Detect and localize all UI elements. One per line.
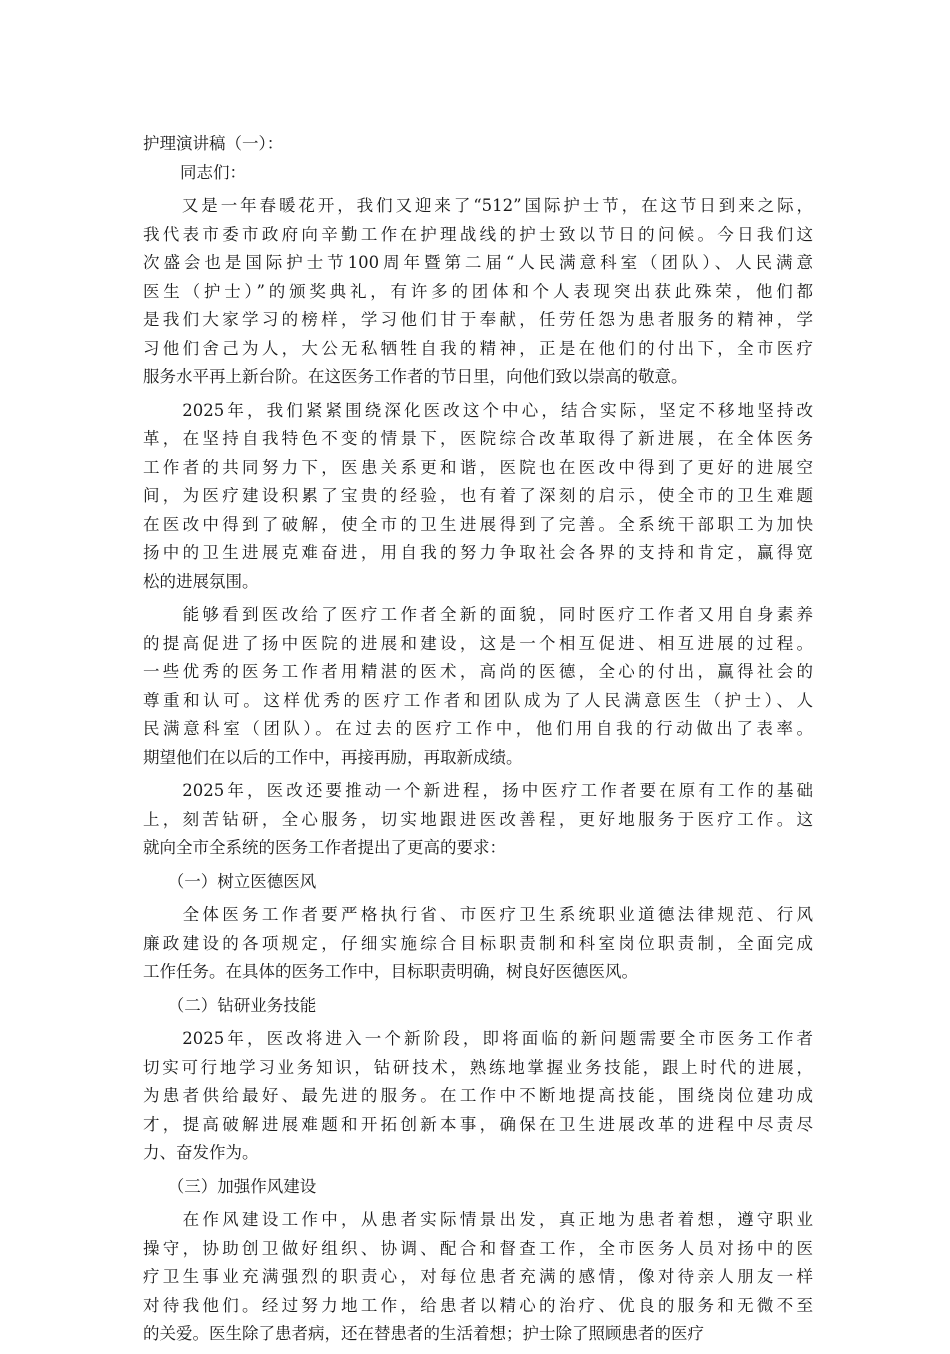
paragraphs — [143, 192, 813, 1354]
paragraph-line: 服务水平再上新台阶。在这医务工作者的节日里，向他们致以崇高的敬意。 — [143, 367, 688, 386]
paragraph-line: 就向全市全系统的医务工作者提出了更高的要求： — [143, 838, 506, 857]
paragraph-line: 扬中的卫生进展克难奋进，用自我的努力争取社会各界的支持和肯定，赢得宽 — [143, 543, 813, 562]
paragraph-line: 2025年，医改将进入一个新阶段，即将面临的新问题需要全市医务工作者 — [143, 1029, 813, 1048]
paragraph — [143, 992, 813, 1021]
paragraph-line: 次盛会也是国际护士节100周年暨第二届“人民满意科室（团队）、人民满意 — [143, 253, 813, 272]
paragraph-line: 对待我他们。经过努力地工作，给患者以精心的治疗、优良的服务和无微不至 — [143, 1295, 813, 1315]
paragraph — [143, 192, 813, 392]
paragraph-line: （三）加强作风建设 — [143, 1176, 317, 1196]
paragraph — [143, 901, 813, 987]
paragraph — [143, 1173, 813, 1202]
paragraph-line: 间，为医疗建设积累了宝贵的经验，也有着了深刻的启示，使全市的卫生难题 — [143, 486, 813, 505]
paragraph-line: 2025年，医改还要推动一个新进程，扬中医疗工作者要在原有工作的基础 — [143, 781, 813, 800]
paragraph-line: （二）钻研业务技能 — [143, 995, 317, 1015]
paragraph-line: 能够看到医改给了医疗工作者全新的面貌，同时医疗工作者又用自身素养 — [143, 605, 813, 624]
paragraph-line: 全体医务工作者要严格执行省、市医疗卫生系统职业道德法律规范、行风 — [143, 905, 813, 924]
paragraph-line: 廉政建设的各项规定，仔细实施综合目标职责制和科室岗位职责制，全面完成 — [143, 933, 813, 953]
paragraph-line: 工作任务。在具体的医务工作中，目标职责明确，树良好医德医风。 — [143, 962, 638, 981]
paragraph-line: 力、奋发作为。 — [143, 1143, 259, 1162]
salutation: 同志们： — [180, 162, 246, 182]
paragraph-line: 在作风建设工作中，从患者实际情景出发，真正地为患者着想，遵守职业 — [143, 1210, 813, 1229]
paragraph — [143, 397, 813, 597]
paragraph-line: 医生（护士）”的颁奖典礼，有许多的团体和个人表现突出获此殊荣，他们都 — [143, 281, 813, 301]
paragraph-line: 操守，协助创卫做好组织、协调、配合和督查工作，全市医务人员对扬中的医 — [143, 1238, 813, 1258]
paragraph-line: 2025年，我们紧紧围绕深化医改这个中心，结合实际，坚定不移地坚持改 — [143, 400, 813, 420]
paragraph-line: 革，在坚持自我特色不变的情景下，医院综合改革取得了新进展，在全体医务 — [143, 429, 813, 448]
paragraph — [143, 601, 813, 772]
paragraph-line: 为患者供给最好、最先进的服务。在工作中不断地提高技能，围绕岗位建功成 — [143, 1086, 813, 1105]
paragraph — [143, 777, 813, 863]
paragraph-line: 松的进展氛围。 — [143, 571, 259, 591]
paragraph-line: 民满意科室（团队）。在过去的医疗工作中，他们用自我的行动做出了表率。 — [143, 719, 813, 738]
paragraph-line: 才，提高破解进展难题和开拓创新本事，确保在卫生进展改革的进程中尽责尽 — [143, 1114, 813, 1134]
paragraph-line: 的提高促进了扬中医院的进展和建设，这是一个相互促进、相互进展的过程。 — [143, 633, 813, 653]
paragraph — [143, 868, 813, 897]
paragraph-line: （一）树立医德医风 — [143, 871, 317, 891]
document-body — [143, 130, 813, 1354]
paragraph-line: 尊重和认可。这样优秀的医疗工作者和团队成为了人民满意医生（护士）、人 — [143, 690, 813, 710]
document-title: 护理演讲稿（一）： — [143, 134, 284, 153]
paragraph-line: 我代表市委市政府向辛勤工作在护理战线的护士致以节日的问候。今日我们这 — [143, 224, 813, 244]
paragraph-line: 习他们舍己为人，大公无私牺牲自我的精神，正是在他们的付出下，全市医疗 — [143, 338, 813, 358]
paragraph — [143, 1206, 813, 1349]
paragraph-line: 一些优秀的医务工作者用精湛的医术，高尚的医德，全心的付出，赢得社会的 — [143, 662, 813, 681]
paragraph-line: 又是一年春暖花开，我们又迎来了“512”国际护士节，在这节日到来之际， — [143, 196, 813, 215]
paragraph-line: 切实可行地学习业务知识，钻研技术，熟练地掌握业务技能，跟上时代的进展， — [143, 1057, 813, 1077]
paragraph-line: 在医改中得到了破解，使全市的卫生进展得到了完善。全系统干部职工为加快 — [143, 514, 813, 534]
paragraph-line: 上，刻苦钻研，全心服务，切实地跟进医改善程，更好地服务于医疗工作。这 — [143, 809, 813, 829]
paragraph-line: 期望他们在以后的工作中，再接再励，再取新成绩。 — [143, 747, 523, 767]
paragraph-line: 疗卫生事业充满强烈的职责心，对每位患者充满的感情，像对待亲人朋友一样 — [143, 1267, 813, 1286]
paragraph-line: 的关爱。医生除了患者病，还在替患者的生活着想；护士除了照顾患者的医疗 — [143, 1324, 704, 1343]
paragraph-line: 工作者的共同努力下，医患关系更和谐，医院也在医改中得到了更好的进展空 — [143, 457, 813, 477]
paragraph-line: 是我们大家学习的榜样，学习他们甘于奉献，任劳任怨为患者服务的精神，学 — [143, 310, 813, 329]
paragraph — [143, 1025, 813, 1168]
